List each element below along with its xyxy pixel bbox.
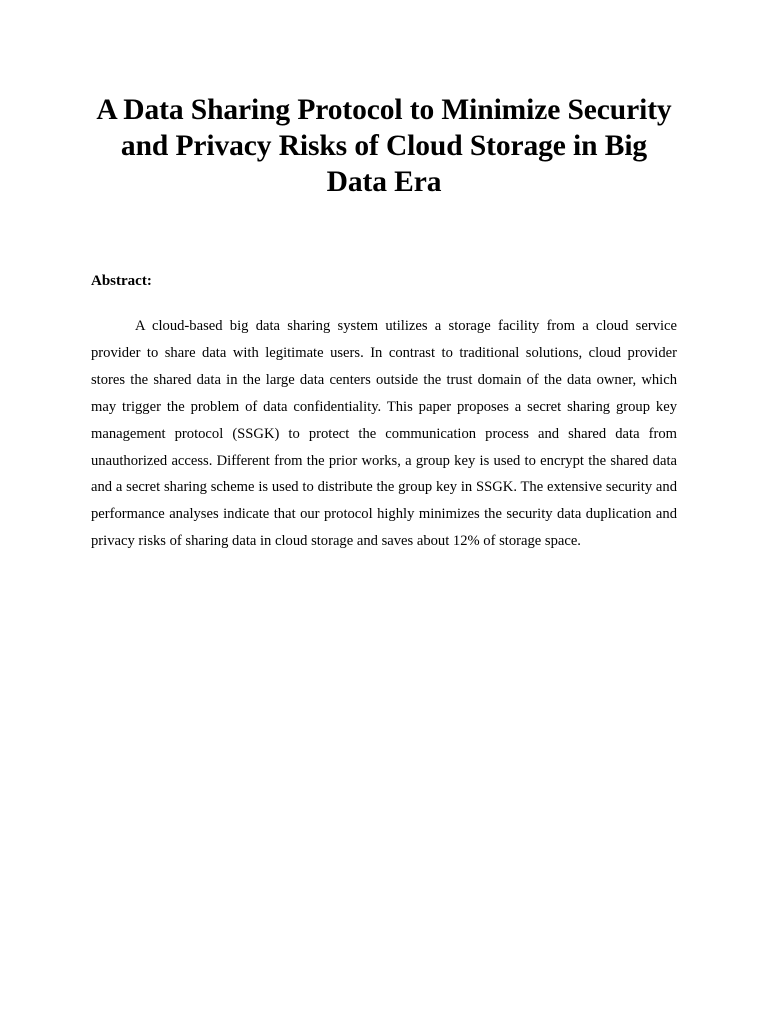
- paper-title: A Data Sharing Protocol to Minimize Security and Privacy Risks of Cloud Storage in Big Data Era: [96, 94, 672, 198]
- abstract-heading: Abstract:: [91, 273, 152, 289]
- abstract-paragraph: A cloud-based big data sharing system utilizes a storage facility from a cloud service provider to share data with legitimate users. In contrast to traditional solutions, cloud provider stores the shared data in the large data centers outside the trust domain of the data owner, which may trigger the problem of data confidentiality. This paper proposes a secret sharing group key management protocol (SSGK) to protect the communication process and shared data from unauthorized access. Different from the prior works, a group key is used to encrypt the shared data and a secret sharing scheme is used to distribute the group key in SSGK. The extensive security and performance analyses indicate that our protocol highly minimizes the security data duplication and privacy risks of sharing data in cloud storage and saves about 12% of storage space.: [91, 318, 677, 550]
